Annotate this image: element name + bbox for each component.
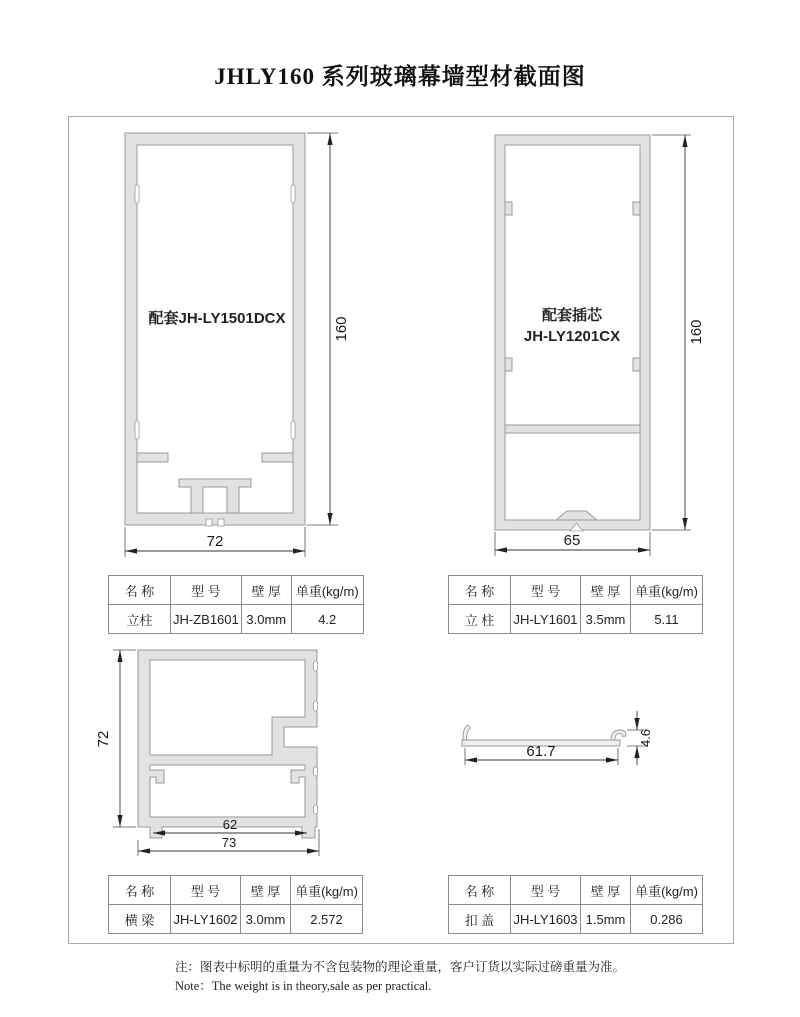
profile-tab <box>505 202 512 215</box>
profile-divider <box>505 425 640 433</box>
dim-height-value: 72 <box>95 730 112 748</box>
header-weight: 单重(kg/m) <box>631 576 703 605</box>
spec-table-3 <box>108 875 363 934</box>
profile-tab <box>633 202 640 215</box>
drawing-beam <box>75 635 375 865</box>
table-row <box>109 905 363 934</box>
table-row <box>449 605 703 634</box>
dim-height-value: 4.6 <box>638 728 653 748</box>
spec-table-1 <box>108 575 364 634</box>
table-header-row <box>109 576 364 605</box>
groove-mark <box>314 661 318 671</box>
header-name: 名 称 <box>109 876 171 905</box>
dim-width-inner-value: 62 <box>222 817 238 832</box>
drawing-mullion-1 <box>90 125 360 575</box>
extension-lines <box>113 650 136 827</box>
cell-model: JH-LY1602 <box>171 905 241 934</box>
groove-mark <box>291 185 295 203</box>
profile-outline <box>125 133 305 525</box>
header-name: 名 称 <box>449 876 511 905</box>
cell-name: 横 梁 <box>109 905 171 934</box>
cell-weight: 2.572 <box>291 905 363 934</box>
header-name: 名 称 <box>449 576 511 605</box>
spec-table-4 <box>448 875 703 934</box>
note-line-en: Note：The weight is in theory,sale as per practical. <box>174 978 432 993</box>
cell-thickness: 3.5mm <box>581 605 631 634</box>
cell-thickness: 3.0mm <box>241 605 291 634</box>
groove-mark <box>314 805 318 814</box>
page-title: JHLY160 系列玻璃幕墙型材截面图 <box>214 64 586 89</box>
profile-shelf <box>137 453 168 462</box>
groove-mark <box>135 185 139 203</box>
cell-weight: 4.2 <box>291 605 363 634</box>
header-thickness: 壁 厚 <box>581 576 631 605</box>
profile-label-line1: 配套插芯 <box>541 307 603 324</box>
profile-tab <box>505 358 512 371</box>
cell-weight: 0.286 <box>631 905 703 934</box>
cell-name: 立柱 <box>109 605 171 634</box>
header-weight: 单重(kg/m) <box>631 876 703 905</box>
profile-bump <box>556 511 597 520</box>
cell-weight: 5.11 <box>631 605 703 634</box>
spec-table-2 <box>448 575 703 634</box>
cell-name: 立 柱 <box>449 605 511 634</box>
groove-mark <box>135 421 139 439</box>
footer-note <box>175 958 625 996</box>
dim-height-value: 160 <box>333 316 350 342</box>
profile-label-line2: JH-LY1201CX <box>523 328 621 345</box>
header-thickness: 壁 厚 <box>241 576 291 605</box>
dim-width-value: 72 <box>206 533 224 550</box>
groove-mark <box>291 421 295 439</box>
cap-right-hook <box>611 730 626 740</box>
header-model: 型 号 <box>171 576 242 605</box>
cap-left-hook <box>463 725 471 740</box>
profile-label: 配套JH-LY1501DCX <box>148 310 286 327</box>
table-header-row <box>109 876 363 905</box>
groove-mark <box>314 701 318 711</box>
profile-outline <box>138 650 317 838</box>
drawing-mullion-2 <box>440 120 720 575</box>
header-thickness: 壁 厚 <box>581 876 631 905</box>
header-name: 名 称 <box>109 576 171 605</box>
profile-pedestal <box>179 479 251 513</box>
cell-model: JH-LY1603 <box>511 905 581 934</box>
groove-mark <box>314 767 318 776</box>
bottom-notch <box>218 519 224 526</box>
cell-model: JH-ZB1601 <box>171 605 242 634</box>
note-line-cn: 注：图表中标明的重量为不含包装物的理论重量，客户订货以实际过磅重量为准。 <box>174 960 626 974</box>
table-row <box>109 605 364 634</box>
dim-width-value: 65 <box>563 532 581 549</box>
header-weight: 单重(kg/m) <box>291 876 363 905</box>
profile-shelf <box>262 453 293 462</box>
table-header-row <box>449 876 703 905</box>
header-model: 型 号 <box>511 576 581 605</box>
drawing-cap <box>420 680 720 795</box>
cell-thickness: 3.0mm <box>241 905 291 934</box>
header-model: 型 号 <box>511 876 581 905</box>
bottom-notch <box>206 519 212 526</box>
table-row <box>449 905 703 934</box>
dim-height-value: 160 <box>688 319 705 345</box>
cell-thickness: 1.5mm <box>581 905 631 934</box>
dim-width-value: 61.7 <box>526 743 556 760</box>
profile-tab <box>633 358 640 371</box>
header-weight: 单重(kg/m) <box>291 576 363 605</box>
header-model: 型 号 <box>171 876 241 905</box>
table-header-row <box>449 576 703 605</box>
dim-width-outer-value: 73 <box>221 835 237 850</box>
cell-model: JH-LY1601 <box>511 605 581 634</box>
cell-name: 扣 盖 <box>449 905 511 934</box>
header-thickness: 壁 厚 <box>241 876 291 905</box>
